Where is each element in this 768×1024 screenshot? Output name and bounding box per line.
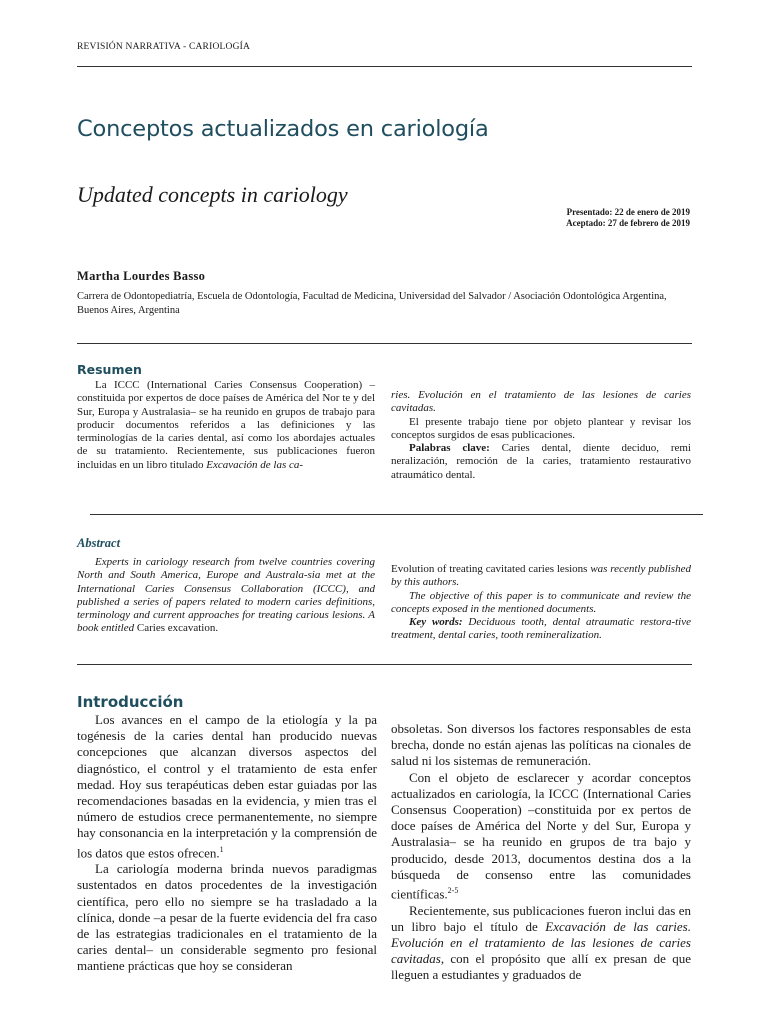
resumen-heading: Resumen: [77, 362, 142, 377]
intro-paragraph-2: La cariología moderna brinda nuevos paradigmas sustentados en datos procedentes de la investigación científica, pero ello no siempre se ha trasladado a la clínica, donde –a pesar de la fuerte evidencia del fra caso de las estrategias tradicionales en el tratamiento de la caries dental– un considerable segmento pro fesional mantiene prácticas que hoy se consideran: [77, 861, 377, 974]
affiliation-divider: [77, 343, 692, 344]
resumen-keywords: [391, 442, 691, 482]
article-title-en: Updated concepts in cariology: [77, 182, 348, 207]
abstract-col-2: [391, 563, 691, 643]
resumen-book-title-cont: ries. Evolución en el tratamiento de las lesiones de caries cavitadas.: [391, 389, 691, 415]
introduccion-heading: Introducción: [77, 693, 184, 711]
resumen-text: La ICCC (International Caries Consensus Cooperation) –constituida por expertos de doce países de América del Nor te y del Sur, Europa y Australasia– se ha reunido en grupos de trabajo para producir documentos referidos a las definiciones y las terminologías de la caries dental, así como los abordajes actuales de su tratamiento. Recientemente, sus publicaciones fueron incluidas en un libro titulado: [77, 379, 375, 471]
resumen-objective: El presente trabajo tiene por objeto plantear y revisar los conceptos surgidos de esas publicaciones.: [391, 415, 691, 441]
abstract-col-1: [77, 556, 375, 636]
abstract-text-cont: was recently published by this authors.: [391, 563, 691, 589]
abstract-text: Experts in cariology research from twelve countries covering North and South America, Europe and Australa-sia met at the International Caries Consensus Collaboration (ICCC), and published a series of papers related to modern caries definitions, terminology and current approaches for treating carious lesions. A book entitled: [77, 556, 375, 635]
abstract-objective: The objective of this paper is to communicate and review the concepts exposed in the mentioned documents.: [391, 589, 691, 615]
intro-col-1: [77, 712, 377, 975]
citation-1: 1: [219, 844, 224, 854]
keywords-es: Caries dental, diente deciduo, remi neralización, remoción de la caries, tratamiento restaurativo atraumático dental.: [391, 442, 691, 481]
citation-2-5: 2-5: [447, 886, 459, 896]
keywords-label-en: Key words:: [409, 616, 463, 629]
header-divider: [77, 66, 692, 67]
author-name: Martha Lourdes Basso: [77, 269, 206, 283]
date-presented: Presentado: 22 de enero de 2019: [566, 207, 690, 217]
intro-paragraph-4: Con el objeto de esclarecer y acordar conceptos actualizados en cariología, la ICCC (International Caries Consensus Cooperation) –constituida por ex pertos de doce países de América del Norte y del Sur, Europa y Australasia– se ha reunido en grupos de tra bajo y producido, desde 2013, documentos destina dos a la búsqueda de consenso entre las comunidades científicas.: [391, 769, 691, 902]
abstract-divider: [77, 664, 692, 665]
keywords-en: Deciduous tooth, dental atraumatic restora-tive treatment, dental caries, tooth remineralization.: [391, 616, 691, 642]
keywords-label-es: Palabras clave:: [409, 442, 490, 455]
resumen-book-title: Excavación de las ca-: [206, 458, 304, 471]
date-accepted: Aceptado: 27 de febrero de 2019: [566, 218, 690, 228]
article-title-es: Conceptos actualizados en cariología: [77, 116, 489, 142]
intro-col-2: [391, 721, 691, 984]
intro-paragraph-3: obsoletas. Son diversos los factores responsables de esta brecha, donde no están ajenas las políticas na cionales de salud ni los sistemas de remuneración.: [391, 721, 691, 769]
resumen-col-1: [77, 379, 375, 472]
author-affiliation: Carrera de Odontopediatría, Escuela de Odontología, Facultad de Medicina, Universidad del Salvador / Asociación Odontológica Argentina, Buenos Aires, Argentina: [77, 291, 667, 316]
intro-book-title: Excavación de las caries. Evolución en el tratamiento de las lesiones de caries cavitadas: [391, 918, 691, 967]
section-label: REVISIÓN NARRATIVA - CARIOLOGÍA: [77, 42, 251, 52]
abstract-book-title-cont: Evolution of treating cavitated caries lesions: [391, 563, 591, 575]
abstract-book-title: Caries excavation.: [136, 622, 219, 635]
abstract-keywords: [391, 616, 691, 643]
intro-paragraph-5-end: , con el propósito que allí ex presan de que lleguen a estudiantes y graduados de: [391, 951, 691, 983]
abstract-heading: Abstract: [77, 536, 121, 550]
article-dates: [566, 207, 690, 229]
resumen-col-2: [391, 389, 691, 482]
resumen-divider: [90, 514, 703, 515]
intro-paragraph-5: Recientemente, sus publicaciones fueron inclui das en un libro bajo el título de: [391, 902, 691, 934]
intro-paragraph-1: Los avances en el campo de la etiología y la pa togénesis de la caries dental han producido nuevas concepciones que alcanzan diversos aspectos del diagnóstico, el control y el tratamiento de esta enfer medad. Hoy sus terapéuticas deben estar guiadas por las recomendaciones basadas en la evidencia, y mien tras el número de estudios crece permanentemente, no siempre hay consonancia en la interpretación y la comprensión de los datos que estos ofrecen.: [77, 712, 377, 860]
